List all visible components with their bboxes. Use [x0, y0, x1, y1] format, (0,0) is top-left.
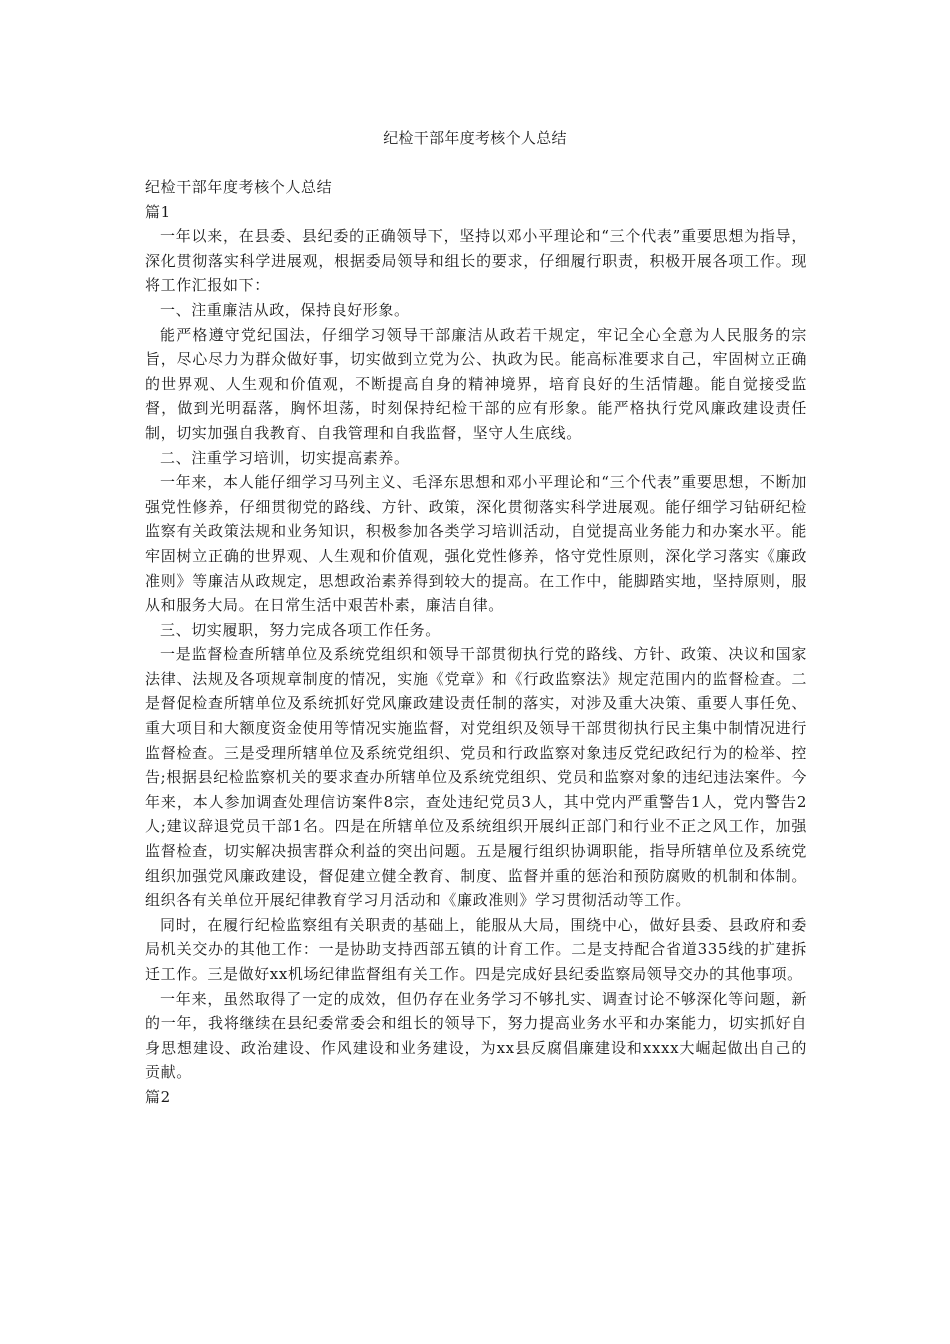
paragraph-intro: 一年以来，在县委、县纪委的正确领导下，坚持以邓小平理论和“三个代表”重要思想为指导，深化贯彻落实科学进展观，根据委局领导和组长的要求，仔细履行职责，积极开展各项工作。现将工作汇报如下： [145, 227, 807, 295]
paragraph-1: 能严格遵守党纪国法，仔细学习领导干部廉洁从政若干规定，牢记全心全意为人民服务的宗旨，尽心尽力为群众做好事，切实做到立党为公、执政为民。能高标准要求自己，牢固树立正确的世界观、人生观和价值观，不断提高自身的精神境界，培育良好的生活情趣。能自觉接受监督，做到光明磊落，胸怀坦荡，时刻保持纪检干部的应有形象。能严格执行党风廉政建设责任制，切实加强自我教育、自我管理和自我监督，坚守人生底线。 [145, 325, 807, 442]
heading-2: 二、注重学习培训，切实提高素养。 [160, 448, 410, 467]
heading-3: 三、切实履职，努力完成各项工作任务。 [160, 620, 441, 639]
document-subtitle: 纪检干部年度考核个人总结 [145, 178, 333, 196]
paragraph-5: 一年来，虽然取得了一定的成效，但仍存在业务学习不够扎实、调查讨论不够深化等问题，新的一年，我将继续在县纪委常委会和组长的领导下，努力提高业务水平和办案能力，切实抓好自身思想建设、政治建设、作风建设和业务建设，为xx县反腐倡廉建设和xxxx大崛起做出自己的贡献。 [145, 989, 807, 1082]
paragraph-2: 一年来，本人能仔细学习马列主义、毛泽东思想和邓小平理论和“三个代表”重要思想，不断加强党性修养，仔细贯彻党的路线、方针、政策，深化贯彻落实科学进展观。能仔细学习钻研纪检监察有关政策法规和业务知识，积极参加各类学习培训活动，自觉提高业务能力和办案水平。能牢固树立正确的世界观、人生观和价值观，强化党性修养，恪守党性原则，深化学习落实《廉政准则》等廉洁从政规定，思想政治素养得到较大的提高。在工作中，能脚踏实地，坚持原则，服从和服务大局。在日常生活中艰苦朴素，廉洁自律。 [145, 473, 807, 615]
document-body [145, 175, 807, 1110]
section-label-2: 篇2 [145, 1087, 171, 1106]
heading-1: 一、注重廉洁从政，保持良好形象。 [160, 300, 410, 319]
section-label-1: 篇1 [145, 202, 171, 221]
document-title: 纪检干部年度考核个人总结 [383, 129, 567, 147]
paragraph-3: 一是监督检查所辖单位及系统党组织和领导干部贯彻执行党的路线、方针、政策、决议和国家法律、法规及各项规章制度的情况，实施《党章》和《行政监察法》规定范围内的监督检查。二是督促检查所辖单位及系统抓好党风廉政建设责任制的落实，对涉及重大决策、重要人事任免、重大项目和大额度资金使用等情况实施监督，对党组织及领导干部贯彻执行民主集中制情况进行监督检查。三是受理所辖单位及系统党组织、党员和行政监察对象违反党纪政纪行为的检举、控告;根据县纪检监察机关的要求查办所辖单位及系统党组织、党员和监察对象的违纪违法案件。今年来，本人参加调查处理信访案件8宗，查处违纪党员3人，其中党内严重警告1人，党内警告2人;建议辞退党员干部1名。四是在所辖单位及系统组织开展纠正部门和行业不正之风工作，加强监督检查，切实解决损害群众利益的突出问题。五是履行组织协调职能，指导所辖单位及系统党组织加强党风廉政建设，督促建立健全教育、制度、监督并重的惩治和预防腐败的机制和体制。组织各有关单位开展纪律教育学习月活动和《廉政准则》学习贯彻活动等工作。 [145, 645, 807, 910]
paragraph-4: 同时，在履行纪检监察组有关职责的基础上，能服从大局，围绕中心，做好县委、县政府和委局机关交办的其他工作：一是协助支持西部五镇的计育工作。二是支持配合省道335线的扩建拆迁工作。三是做好xx机场纪律监督组有关工作。四是完成好县纪委监察局领导交办的其他事项。 [145, 915, 807, 983]
